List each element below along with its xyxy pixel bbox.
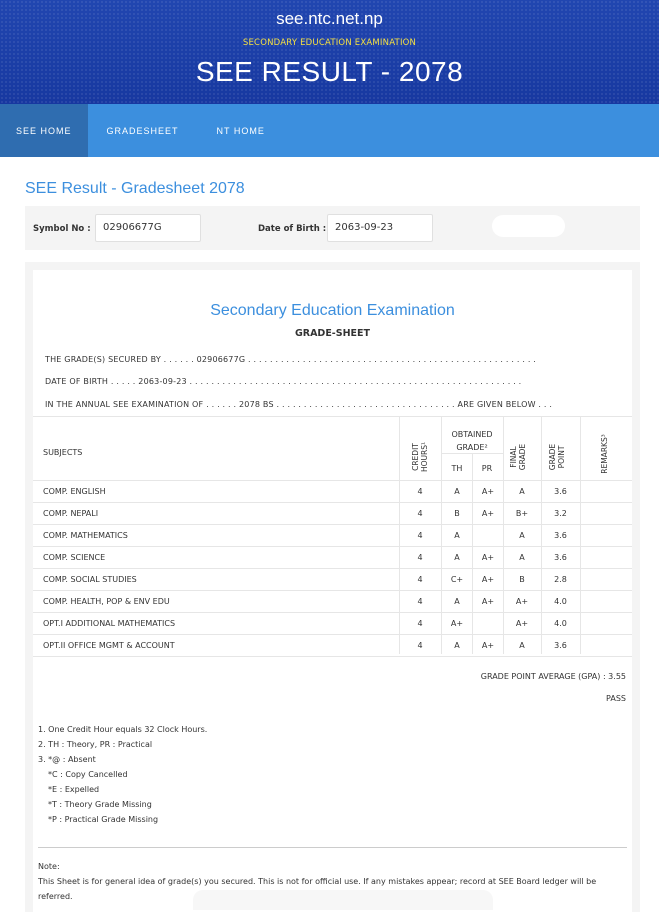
subject-cell: COMP. SOCIAL STUDIES (43, 575, 137, 584)
final-grade-cell: A (519, 531, 525, 540)
final-grade-cell: B (519, 575, 525, 584)
nav-nt-home[interactable]: NT HOME (216, 125, 265, 136)
note-divider (38, 847, 627, 848)
th-grade-cell: B (454, 509, 460, 518)
footnotes (38, 722, 207, 827)
table-row-divider (33, 568, 632, 569)
th-grade-cell: A (454, 553, 460, 562)
grade-point-cell: 3.2 (554, 509, 567, 518)
grade-point-cell: 3.6 (554, 553, 567, 562)
main-nav (0, 104, 659, 157)
th-grade-cell: C+ (450, 575, 464, 584)
footnote: *P : Practical Grade Missing (48, 815, 159, 824)
table-row-divider (33, 634, 632, 635)
grid-line (33, 416, 632, 417)
grade-point-text: GRADE POINT (548, 443, 566, 471)
grade-point-cell: 4.0 (554, 597, 567, 606)
table-row-divider (33, 502, 632, 503)
grade-point-cell: 4.0 (554, 619, 567, 628)
pr-grade-cell: A+ (481, 553, 495, 562)
gradesheet-subtitle: GRADE-SHEET (294, 328, 371, 339)
footnote: 3. *@ : Absent (38, 755, 96, 764)
header-obtained-grade: OBTAINED GRADE² (451, 430, 493, 452)
gpa-value: GRADE POINT AVERAGE (GPA) : 3.55 (480, 672, 626, 681)
result-status: PASS (606, 694, 626, 703)
gradesheet-card (25, 262, 640, 912)
final-grade-cell: A (519, 641, 525, 650)
symbol-label: Symbol No : (33, 224, 91, 234)
final-grade-text: FINAL GRADE (509, 443, 527, 471)
info-exam-line: IN THE ANNUAL SEE EXAMINATION OF . . . . . . 2078 BS . . . . . . . . . . . . . . . . . . . . . . . . . . . . . . . . . ARE GIVEN BELOW . . . (45, 400, 553, 409)
site-header (0, 0, 659, 104)
final-grade-cell: A (519, 487, 525, 496)
nav-see-home[interactable]: SEE HOME (0, 104, 88, 157)
th-grade-cell: A+ (450, 619, 464, 628)
pr-grade-cell: A+ (481, 575, 495, 584)
info-dob-line: DATE OF BIRTH . . . . . 2063-09-23 . . . . . . . . . . . . . . . . . . . . . . . . . . . . . . . . . . . . . . . . . . . . . . . . . . . . . . . . . . . . . (45, 377, 522, 386)
table-row-divider (33, 656, 632, 657)
table-row-divider (33, 524, 632, 525)
table-row-divider (33, 546, 632, 547)
footnote: *C : Copy Cancelled (48, 770, 128, 779)
note-label: Note: (38, 862, 60, 871)
th-grade-cell: A (454, 597, 460, 606)
credit-cell: 4 (417, 597, 423, 606)
header-final-grade (509, 437, 529, 477)
grade-point-cell: 3.6 (554, 641, 567, 650)
note-text: This Sheet is for general idea of grade(s) you secured. This is not for official use. If any mistakes appear; record at SEE Board ledger will be referred. (38, 877, 597, 901)
pr-grade-cell: A+ (481, 509, 495, 518)
credit-hours-text: CREDIT HOURS¹ (411, 442, 429, 473)
symbol-input[interactable]: 02906677G (95, 214, 201, 242)
table-row-divider (33, 590, 632, 591)
dob-label: Date of Birth : (258, 224, 327, 234)
pr-grade-cell: A+ (481, 597, 495, 606)
search-form (25, 206, 640, 250)
subject-cell: OPT.II OFFICE MGMT & ACCOUNT (43, 641, 175, 650)
subject-cell: COMP. SCIENCE (43, 553, 106, 562)
dob-input[interactable]: 2063-09-23 (327, 214, 433, 242)
footnote: 2. TH : Theory, PR : Practical (38, 740, 153, 749)
table-row-divider (33, 480, 632, 481)
header-credit-hours (411, 435, 431, 479)
pr-grade-cell: A+ (481, 641, 495, 650)
subject-cell: COMP. ENGLISH (43, 487, 106, 496)
info-symbol-line: THE GRADE(S) SECURED BY . . . . . . 02906677G . . . . . . . . . . . . . . . . . . . . . . . . . . . . . . . . . . . . . . . . . . . . . . . . . . . . . (45, 355, 537, 364)
footnote: *E : Expelled (48, 785, 100, 794)
footnote: *T : Theory Grade Missing (48, 800, 152, 809)
final-grade-cell: B+ (515, 509, 529, 518)
footnote: 1. One Credit Hour equals 32 Clock Hours. (38, 725, 208, 734)
subject-cell: COMP. HEALTH, POP & ENV EDU (43, 597, 170, 606)
gradesheet-title: Secondary Education Examination (210, 302, 455, 319)
page-title: SEE Result - Gradesheet 2078 (25, 180, 245, 197)
final-grade-cell: A+ (515, 597, 529, 606)
header-subjects: SUBJECTS (43, 448, 83, 457)
credit-cell: 4 (417, 509, 423, 518)
credit-cell: 4 (417, 619, 423, 628)
print-button[interactable] (193, 890, 493, 910)
gradesheet (33, 270, 632, 912)
credit-cell: 4 (417, 531, 423, 540)
nav-gradesheet[interactable]: GRADESHEET (106, 125, 179, 136)
header-remarks: REMARKS³ (600, 434, 609, 474)
header-pr: PR (481, 464, 493, 473)
header-grade-point (548, 437, 568, 477)
final-grade-cell: A (519, 553, 525, 562)
exam-subtitle: SECONDARY EDUCATION EXAMINATION (242, 38, 417, 48)
th-grade-cell: A (454, 487, 460, 496)
grade-point-cell: 3.6 (554, 531, 567, 540)
site-name: see.ntc.net.np (276, 9, 383, 28)
credit-cell: 4 (417, 575, 423, 584)
grid-line (580, 416, 581, 654)
subject-cell: COMP. NEPALI (43, 509, 99, 518)
credit-cell: 4 (417, 641, 423, 650)
grade-point-cell: 3.6 (554, 487, 567, 496)
credit-cell: 4 (417, 487, 423, 496)
pr-grade-cell: A+ (481, 487, 495, 496)
subject-cell: OPT.I ADDITIONAL MATHEMATICS (43, 619, 176, 628)
table-row-divider (33, 612, 632, 613)
th-grade-cell: A (454, 641, 460, 650)
credit-cell: 4 (417, 553, 423, 562)
result-title: SEE RESULT - 2078 (195, 56, 464, 87)
grade-point-cell: 2.8 (554, 575, 567, 584)
subject-cell: COMP. MATHEMATICS (43, 531, 128, 540)
th-grade-cell: A (454, 531, 460, 540)
header-th: TH (451, 464, 463, 473)
final-grade-cell: A+ (515, 619, 529, 628)
submit-button[interactable] (492, 215, 565, 237)
